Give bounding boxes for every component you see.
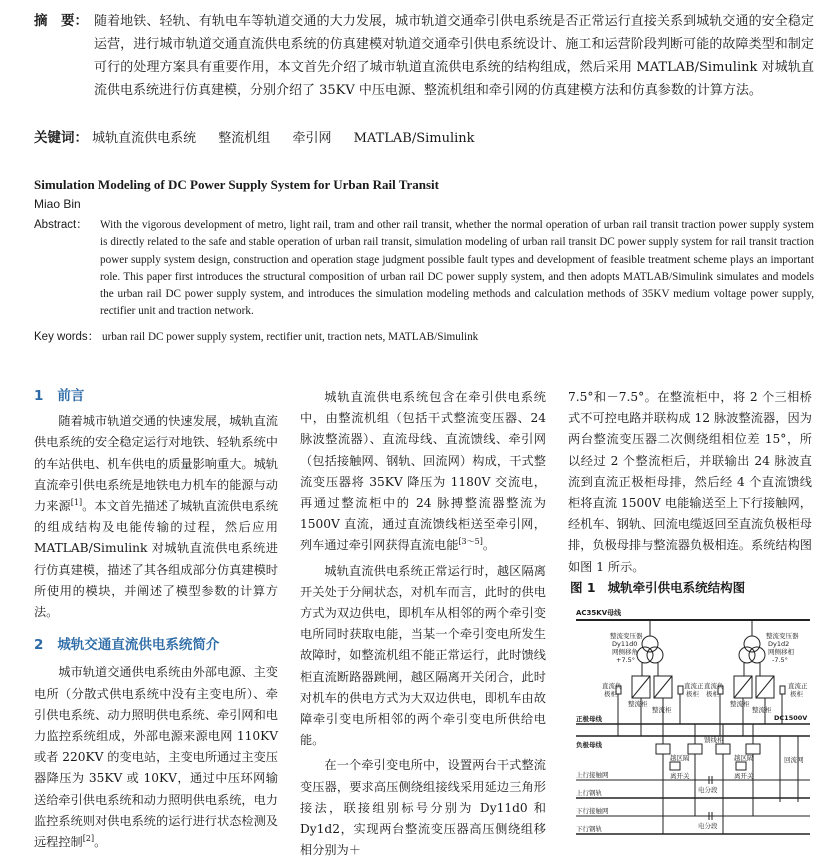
svg-text:直流负: 直流负 <box>602 682 622 690</box>
figure-title: 城轨牵引供电系统结构图 <box>607 580 746 595</box>
feeder-label: 馈线柜 <box>704 736 724 744</box>
svg-text:极柜: 极柜 <box>686 690 699 698</box>
section-number: 1 <box>34 388 44 404</box>
english-keywords-label: Key words： <box>34 331 100 343</box>
svg-text:整流柜: 整流柜 <box>752 706 772 714</box>
svg-text:极柜: 极柜 <box>790 690 803 698</box>
up-contact-label: 上行接触网 <box>576 771 609 779</box>
paragraph: 城轨直流供电系统正常运行时，越区隔离开关处于分闸状态，对机车而言，此时的供电方式为双边供电，即机车从相邻的两个牵引变电所同时获取电能，当某一个牵引变电所发生故障时，如整流机组不能正常运行，此时馈线柜直流断路器跳闸，越区隔离开关闭合，此时对机车的供电方式为大双边供电，即机车由故障牵引变电所相邻的两个牵引变电所供给电能。 <box>300 563 546 748</box>
svg-text:网侧移相: 网侧移相 <box>768 648 794 656</box>
chinese-keywords-list <box>92 131 492 146</box>
chinese-keywords <box>34 126 493 146</box>
transformer-left-winding <box>642 636 658 652</box>
chinese-keywords-label: 关键词： <box>34 130 88 146</box>
svg-text:+7.5°: +7.5° <box>616 656 636 664</box>
figure-caption <box>570 578 745 596</box>
down-rail-label: 下行钢轨 <box>576 825 602 833</box>
isolator-label: 越区隔 <box>670 754 690 762</box>
english-keywords <box>34 328 478 344</box>
svg-text:极柜: 极柜 <box>706 690 719 698</box>
section-heading-2 <box>34 635 278 656</box>
keyword: MATLAB/Simulink <box>353 131 475 146</box>
column-3 <box>568 387 812 578</box>
citation: [2] <box>82 834 95 843</box>
dc-voltage-label: DC1500V <box>774 714 808 722</box>
paragraph: 7.5°和－7.5°。在整流柜中，将 2 个三相桥式不可控电路并联构成 12 脉波整流器，因为两台整流变压器二次侧绕组相位差 15°，所以经过 2 个整流柜后，并联输出 24 脉波直流到直流正极柜母排，然后经 4 个直流馈线柜将直流 1500V 电能输送至上下行接触网，经机车、钢轨、回流电缆返回至直流负极柜母排，负极母排与整流器负极相连。系统结构图如图 1 所示。 <box>568 390 812 574</box>
section-label: 电分段 <box>698 786 718 794</box>
english-abstract-label: Abstract： <box>34 219 88 231</box>
english-keywords-text: urban rail DC power supply system, rectifier unit, traction nets, MATLAB/Simulink <box>101 331 479 343</box>
chinese-abstract-label: 摘 要： <box>34 13 88 29</box>
svg-text:越区隔: 越区隔 <box>734 754 754 762</box>
chinese-abstract <box>34 10 814 102</box>
paragraph: 城轨直流供电系统包含在牵引供电系统中，由整流机组（包括干式整流变压器、24 脉波整流器）、直流母线、直流馈线、牵引网（包括接触网、钢轨、回流网）构成，干式整流变压器将 35KV 降压为 1180V 交流电，再通过整流柜中的 24 脉搏整流器整流为 1500V 直流，通过直流馈线柜送至牵引网，列车通过牵引网获得直流电能[3～5]。 <box>300 390 546 553</box>
svg-text:离开关: 离开关 <box>734 772 754 780</box>
section-heading-1 <box>34 386 278 407</box>
down-contact-label: 下行接触网 <box>576 807 609 815</box>
svg-text:整流柜: 整流柜 <box>730 700 750 708</box>
up-rail-label: 上行钢轨 <box>576 789 602 797</box>
paragraph: 城市轨道交通供电系统由外部电源、主变电所（分散式供电系统中没有主变电所）、牵引供电系统、动力照明供电系统、牵引网和电力监控系统组成，外部电源来源电网 110KV 或者 220KV 的变电站，主变电所通过主变压器降压为 35KV 或 10KV，通过中压环网输送给牵引供电系统和动力照明供电系统，电力监控系统则对供电系统的运行进行状态检测及远程控制[2]。 <box>34 665 278 850</box>
positive-bus-label: 正极母线 <box>576 715 602 723</box>
chinese-abstract-text: 随着地铁、轻轨、有轨电车等轨道交通的大力发展，城市轨道交通牵引供电系统是否正常运行直接关系到城轨交通的安全稳定运营，进行城市轨道交通直流供电系统的仿真建模对轨道交通牵引供电系统设计、施工和运营阶段判断可能的故障类型和制定可行的处理方案具有重要作用，本文首先介绍了城市轨道直流供电系统的结构组成，然后采用 MATLAB/Simulink 对城轨直流供电系统进行仿真建模，分别介绍了 35KV 中压电源、整流机组和牵引网的仿真建模方法和仿真参数的计算方法。 <box>94 14 814 98</box>
column-2 <box>300 387 546 861</box>
author-name: Miao Bin <box>34 197 81 211</box>
feeder-cabinet <box>656 744 670 754</box>
keyword: 整流机组 <box>218 131 271 146</box>
transformer-right-label: 整流变压器 <box>766 632 799 640</box>
english-abstract <box>34 217 814 321</box>
transformer-right-winding <box>744 636 760 652</box>
transformer-left-label: 整流变压器 <box>610 632 643 640</box>
keyword: 城轨直流供电系统 <box>92 131 197 146</box>
citation: [1] <box>70 497 83 507</box>
svg-text:直流负: 直流负 <box>704 682 724 690</box>
svg-text:-7.5°: -7.5° <box>772 656 788 664</box>
svg-text:网侧移角: 网侧移角 <box>612 648 638 656</box>
section-title: 前言 <box>57 388 85 404</box>
svg-text:离开关: 离开关 <box>670 772 690 780</box>
column-1 <box>34 386 278 853</box>
citation: [3～5] <box>458 537 483 547</box>
english-abstract-text: With the vigorous development of metro, light rail, tram and other rail transit, whether the normal operation of urban rail transit traction power supply system is directly related to the safe and stable operation of urban rail transit, simulation modeling of urban rail transit DC power supply system for rail transit traction power supply system design, construction and operation stage judgment possible fault types and development of feasible treatment scheme plays an important role. This paper first introduces the structural composition of urban rail DC power supply system, and then adopts MATLAB/Simulink simulates and models the urban rail DC power supply system, and introduces the simulation modeling methods and calculation methods of 35KV medium voltage power supply, rectifier unit and traction network. <box>100 219 814 318</box>
negative-bus-label: 负极母线 <box>576 741 602 749</box>
figure-number: 图 1 <box>570 580 596 595</box>
paragraph: 在一个牵引变电所中，设置两台干式整流变压器，要求高压侧绕组接线采用延边三角形接法，联接组别标号分别为 Dy11d0 和 Dy1d2，实现两台整流变压器高压侧绕组移相分别为＋ <box>300 758 546 858</box>
svg-text:直流正: 直流正 <box>684 682 704 690</box>
paragraph: 随着城市轨道交通的快速发展，城轨直流供电系统的安全稳定运行对地铁、轻轨系统中的车站供电、机车供电的质量影响重大。城轨直流牵引供电系统是地铁电力机车的能源与动力来源[1]。本文首先描述了城轨直流供电系统的组成结构及电能传输的过程，然后应用 MATLAB/Simulink 对城轨直流供电系统进行仿真建模，描述了其各组成部分仿真建模时所使用的模块，并阐述了模型参数的计算方法。 <box>34 414 279 620</box>
svg-text:Dy11d0: Dy11d0 <box>612 640 638 648</box>
svg-text:直流正: 直流正 <box>788 682 808 690</box>
svg-text:整流柜: 整流柜 <box>652 706 672 714</box>
svg-text:Dy1d2: Dy1d2 <box>768 640 790 648</box>
traction-power-diagram <box>566 602 820 852</box>
section-title: 城轨交通直流供电系统简介 <box>57 637 220 654</box>
english-title: Simulation Modeling of DC Power Supply System for Urban Rail Transit <box>34 177 439 192</box>
svg-text:电分段: 电分段 <box>698 822 718 830</box>
svg-text:整流柜: 整流柜 <box>628 700 648 708</box>
section-number: 2 <box>34 637 44 654</box>
ac-bus-label: AC35KV母线 <box>576 609 622 617</box>
return-net-label: 回流网 <box>784 756 804 764</box>
keyword: 牵引网 <box>292 131 332 146</box>
svg-text:极柜: 极柜 <box>604 690 617 698</box>
